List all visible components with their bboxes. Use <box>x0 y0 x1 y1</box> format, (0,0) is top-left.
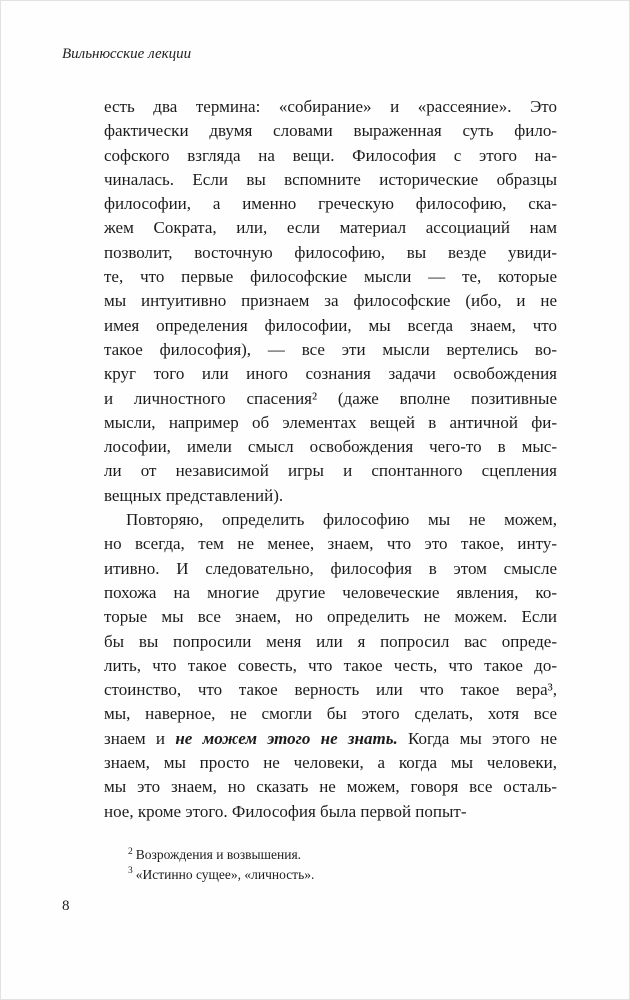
text-segment: но всегда, тем не менее, знаем, что это такое, инту- <box>104 534 557 554</box>
text-segment: круг того или иного сознания задачи освобождения <box>104 364 557 384</box>
footnote <box>104 865 557 885</box>
text-line <box>104 678 557 702</box>
text-segment: и личностного спасения² (даже вполне позитивные <box>104 388 557 408</box>
text-line <box>104 751 557 775</box>
footnotes <box>104 845 557 884</box>
footnote <box>104 845 557 865</box>
text-line <box>104 484 557 508</box>
text-line <box>104 289 557 313</box>
text-line <box>104 362 557 386</box>
text-segment: лить, что такое совесть, что такое честь, что такое до- <box>104 655 557 675</box>
text-line <box>104 338 557 362</box>
text-segment: бы вы попросили меня или я попросил вас опреде- <box>104 631 557 651</box>
text-line <box>104 411 557 435</box>
text-line <box>104 702 557 726</box>
text-segment: те, что первые философские мысли — те, которые <box>104 267 557 287</box>
body-text <box>104 95 557 824</box>
text-segment: знаем и <box>104 728 176 748</box>
text-line <box>104 459 557 483</box>
text-line <box>104 216 557 240</box>
text-line <box>104 95 557 119</box>
text-line <box>104 119 557 143</box>
text-segment: Когда мы этого не <box>397 728 557 748</box>
text-line <box>104 265 557 289</box>
text-segment: жем Сократа, или, если материал ассоциаций нам <box>104 218 557 238</box>
text-line <box>104 557 557 581</box>
text-segment: позволит, восточную философию, вы везде увиди- <box>104 242 557 262</box>
text-segment: стоинство, что такое верность или что такое вера³, <box>104 680 557 700</box>
text-line <box>104 654 557 678</box>
text-segment: мы это знаем, но сказать не можем, говоря все осталь- <box>104 777 557 797</box>
text-line <box>104 581 557 605</box>
emphasized-text: не можем этого не знать. <box>175 728 398 748</box>
text-segment: итивно. И следовательно, философия в этом смысле <box>104 558 557 578</box>
text-segment: мы интуитивно признаем за философские (ибо, и не <box>104 291 557 311</box>
footnote-marker: 2 <box>128 846 133 857</box>
text-segment: такое философия), — все эти мысли вертелись во- <box>104 339 557 359</box>
text-line <box>104 241 557 265</box>
text-segment: мысли, например об элементах вещей в античной фи- <box>104 412 557 432</box>
text-line <box>104 144 557 168</box>
text-segment: Повторяю, определить философию мы не можем, <box>126 510 557 530</box>
text-segment: софского взгляда на вещи. Философия с этого на- <box>104 145 557 165</box>
text-segment: фактически двумя словами выраженная суть фило- <box>104 121 557 141</box>
text-segment: философии, а именно греческую философию, ска- <box>104 194 557 214</box>
page-number: 8 <box>62 898 70 914</box>
text-line <box>104 168 557 192</box>
footnote-text: Возрождения и возвышения. <box>135 847 302 862</box>
text-line <box>104 435 557 459</box>
paragraph <box>104 95 557 508</box>
text-segment: мы, наверное, не смогли бы этого сделать, хотя все <box>104 704 557 724</box>
text-line <box>104 775 557 799</box>
text-line <box>104 727 557 751</box>
running-header: Вильнюсские лекции <box>62 46 192 62</box>
text-segment: есть два термина: «собирание» и «рассеяние». Это <box>104 97 557 116</box>
footnote-text: «Истинно сущее», «личность». <box>135 866 315 882</box>
text-line <box>104 314 557 338</box>
text-line <box>104 630 557 654</box>
text-segment: ное, кроме этого. Философия была первой попыт- <box>104 801 467 821</box>
text-segment: ли от независимой игры и спонтанного сцепления <box>104 461 557 481</box>
text-segment: вещных представлений). <box>104 485 284 505</box>
text-line <box>104 387 557 411</box>
text-segment: лософии, имели смысл освобождения чего-то в мыс- <box>104 437 557 457</box>
text-segment: торые мы все знаем, но определить не можем. Если <box>104 607 557 627</box>
text-line <box>104 532 557 556</box>
text-line <box>104 800 557 824</box>
text-line <box>104 192 557 216</box>
paragraph <box>104 508 557 824</box>
text-line <box>104 605 557 629</box>
text-segment: похожа на многие другие человеческие явления, ко- <box>104 582 557 602</box>
text-line <box>104 508 557 532</box>
text-segment: имея определения философии, мы всегда знаем, что <box>104 315 557 335</box>
text-segment: знаем, мы просто не человеки, а когда мы человеки, <box>104 753 557 773</box>
footnote-marker: 3 <box>128 866 133 876</box>
text-segment: чиналась. Если вы вспомните исторические образцы <box>104 169 557 189</box>
